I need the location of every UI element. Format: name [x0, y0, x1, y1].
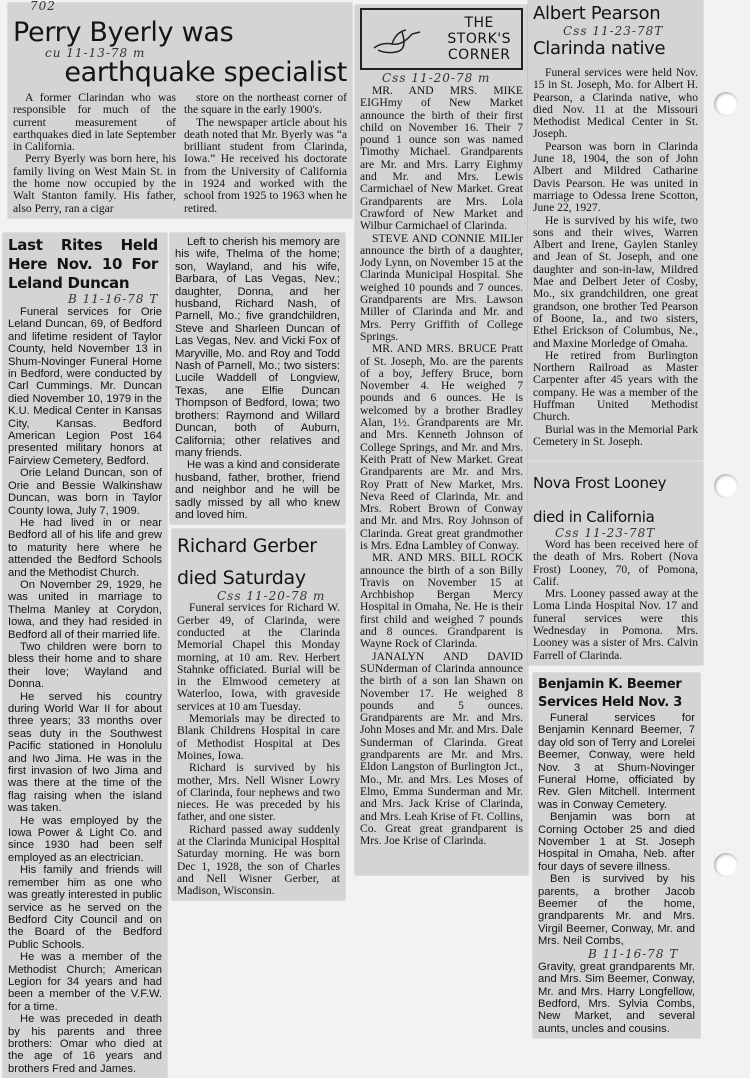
paragraph: He had lived in or near Bedford all of his life and grew to maturity here where he attended the Bedford Schools and the Methodist Church. — [8, 516, 162, 579]
paragraph: MR. AND MRS. BILL ROCK announce the birth of a son Billy Travis on November 15 at Archbishop Bergan Mercy Hospital in Omaha, Ne. He is their first child and weighed 7 pounds and 8 ounces. Grandparent is Wayne Rock of Clarinda. — [360, 551, 523, 651]
paragraph: He was employed by the Iowa Power & Light Co. and since 1930 had been self employed as an electrician. — [8, 814, 162, 864]
headline: Services Held Nov. 3 — [538, 694, 683, 710]
middle-column — [170, 233, 345, 900]
headline: Benjamin K. Beemer — [538, 676, 682, 692]
stork-icon — [372, 22, 422, 56]
handwritten-date: B 11-16-78 T — [588, 946, 679, 961]
column — [184, 92, 347, 215]
handwritten-date: Css 11-23-78T — [563, 24, 664, 38]
paragraph: The newspaper article about his death noted that Mr. Byerly was “a brilliant student from Clarinda, Iowa.” He received his doctorate from the University of California in 1924 and worked with the school from 1925 to 1963 when he retired. — [184, 115, 347, 215]
storks-corner-header — [360, 8, 523, 70]
clipping-gerber — [172, 529, 345, 900]
headline: earthquake specialist — [64, 57, 347, 88]
clipping-pearson — [528, 0, 703, 460]
paragraph: Ben is survived by his parents, a brother Jacob Beemer of the home, grandparents Mr. and Mrs. Virgil Beemer, Conway, Mr. and Mrs. Neil Combs, — [538, 873, 695, 948]
headline: Last Rites Held Here Nov. 10 For Leland Duncan — [8, 236, 158, 292]
article-body — [533, 539, 698, 662]
paragraph: On November 29, 1929, he was united in marriage to Thelma Manley at Corydon, Iowa, and they had resided in Bedford all of their married life. — [8, 578, 162, 641]
handwritten-date: Css 11-23-78T — [555, 526, 656, 540]
punch-hole — [714, 92, 738, 116]
paragraph: Funeral services for Benjamin Kennard Beemer, 7 day old son of Terry and Lorelei Beemer, Conway, were held Nov. 3 at Shum-Novinger Funeral Home, officiated by Rev. Glen Mitchell. Interment was in Conway Cemetery. — [538, 711, 695, 811]
paragraph: Gravity, great grandparents Mr. and Mrs. Sim Beemer, Conway, Mr. and Mrs. Harry Longfellow, Bedford, Mrs. Sylvia Combs, New Market, and several aunts, uncles and cousins. — [538, 960, 695, 1035]
paragraph: His family and friends will remember him as one who was greatly interested in public service as he served on the Bedford City Council and on the Board of the Bedford Public Schools. — [8, 864, 162, 951]
page-number-note: 702 — [30, 0, 56, 13]
headline: died in California — [533, 508, 655, 526]
article-body — [177, 602, 340, 897]
paragraph: Richard is survived by his mother, Mrs. Nell Wisner Lowry of Clarinda, four nephews and two nieces. He was preceded by his father, and one sister. — [177, 761, 340, 824]
paragraph: Funeral services were held Nov. 15 in St. Joseph, Mo. for Albert H. Pearson, a Clarinda native, who died Nov. 11 at the Missouri Methodist Medical Center in St. Joseph. — [533, 66, 698, 141]
paragraph: MR. AND MRS. BRUCE Pratt of St. Joseph, Mo. are the parents of a boy, Jeffery Bruce, born November 4. He weighed 7 pounds and 6 ounces. He is welcomed by a brother Bradley Alan, 1½. Grandparents are Mr. and Mrs. Kenneth Johnson of College Springs, and Mr. and Mrs. Keith Pratt of New Market. Great Grandparents are Mr. and Mrs. Roy Pratt of New Market, Mrs. Neva Reed of Clarinda, Mr. and Mrs. Robert Brown of Conway and Mr. and Mrs. Roy Johnson of Clarinda. Great great grandmother is Mrs. Edna Lambley of Conway. — [360, 342, 523, 552]
paragraph: store on the northeast corner of the square in the early 1900's. — [184, 91, 347, 117]
headline: Albert Pearson — [533, 3, 661, 24]
paragraph: He retired from Burlington Northern Railroad as Master Carpenter after 45 years with the company. He was a member of the Huffman United Methodist Church. — [533, 348, 698, 424]
storks-corner-title — [447, 15, 511, 63]
paragraph: STEVE AND CONNIE MILler announce the birth of a daughter, Jody Lynn, on November 15 at the Clarinda Municipal Hospital. She weighed 10 pounds and 7 ounces. Grandparents are Mrs. Lawson Miller of Clarinda and Mr. and Mrs. Perry Griffith of College Springs. — [360, 231, 523, 343]
paragraph: Left to cherish his memory are his wife, Thelma of the home; son, Wayland, and his wife, Barbara, of Las Vegas, Nev.; daughter, Donna, and her husband, Richard Nash, of Parnell, Mo.; five grandchildren, Steve and Sharleen Duncan of Las Vegas, Nev. and Vicki Fox of Maryville, Mo. and Roy and Todd Nash of Parnell, Mo.; two sisters: Lucile Waddell of Longview, Texas, ane Elfie Duncan Thompson of Bedford, Iowa; two brothers: Raymond and Willard Duncan, both of Auburn, California; other relatives and many friends. — [175, 236, 340, 459]
punch-hole — [714, 853, 738, 877]
paragraph: Funeral services for Orie Leland Duncan, 69, of Bedford and lifetime resident of Taylor County, held November 13 in Shum-Novinger Funeral Home in Bedford, were conducted by Carl Cummings. Mr. Duncan died November 10, 1979 in the K.U. Medical Center in Kansas City, Kansas. Bedford American Legion Post 164 presented military honors at Fairview Cemetery, Bedford. — [8, 306, 162, 467]
handwritten-date: Css 11-20-78 m — [382, 71, 491, 85]
clipping-looney — [528, 462, 703, 665]
clipping-beemer — [533, 673, 700, 1038]
paragraph: Word has been received here of the death of Mrs. Robert (Nova Frost) Looney, 70, of Pomona, Calif. — [533, 538, 698, 588]
clipping-storks-corner — [355, 5, 528, 875]
paragraph: He was a member of the Methodist Church; American Legion for 34 years and had been a member of the V.F.W. for a time. — [8, 951, 162, 1013]
column — [8, 306, 162, 1075]
article-body — [533, 67, 698, 448]
clipping-duncan-col2 — [170, 233, 345, 524]
article-body — [360, 85, 523, 847]
paragraph: Memorials may be directed to Blank Childrens Hospital in care of Methodist Hospital at Des Moines, Iowa. — [177, 712, 340, 762]
paragraph: Funeral services for Richard W. Gerber 49, of Clarinda, were conducted at the Clarinda Memorial Chapel this Monday morning, at 10 am. Rev. Herbert Stahnke officiated. Burial will be in the Elmwood cemetery at Waterloo, Iowa, with graveside services at 10 am Tuesday. — [177, 601, 340, 713]
paragraph: He is survived by his wife, two sons and their wives, Warren Albert and Irene, Gaylen Stanley and Jean of St. Joseph, and one daughter and son-in-law, Mildred Mae and Delbert Jeter of Cosby, Mo., six grandchildren, one great grandson, one brother Ted Pearson of Boone, Ia., and two sisters, Ethel Erickson of Columbus, Ne., and Maxine Morledge of Omaha. — [533, 213, 698, 350]
right-column — [528, 0, 703, 1038]
headline: Nova Frost Looney — [533, 474, 667, 492]
title-line: STORK'S — [447, 31, 511, 47]
handwritten-date: Css 11-20-78 m — [217, 589, 326, 604]
column — [175, 236, 340, 521]
title-line: THE — [464, 15, 494, 31]
clipping-byerly — [8, 3, 352, 218]
paragraph: Benjamin was born at Corning October 25 and died November 1 at St. Joseph Hospital in Omaha, Neb. after four days of severe illness. — [538, 811, 695, 873]
headline: Clarinda native — [533, 38, 666, 59]
paragraph: Perry Byerly was born here, his family living on West Main St. in the home now occupied by the Walt Stanton family. His father, also Perry, ran a cigar — [13, 152, 176, 215]
paragraph: He was preceded in death by his parents and three brothers: Omar who died at the age of 16 years and brothers Fred and James. — [8, 1013, 162, 1075]
paragraph: A former Clarindan who was responsible for much of the current measurement of earthquakes died in late September in California. — [13, 91, 176, 154]
paragraph: Pearson was born in Clarinda June 18, 1904, the son of John Albert and Mildred Catharine Davis Pearson. He was united in marriage to Odessa Irene Scotton, June 22, 1927. — [533, 139, 698, 215]
handwritten-date: cu 11-13-78 m — [45, 46, 146, 60]
title-line: CORNER — [447, 47, 511, 63]
handwritten-date: B 11-16-78 T — [68, 292, 159, 306]
punch-hole — [714, 474, 738, 498]
headline: Perry Byerly was — [13, 17, 234, 48]
headline: died Saturday — [177, 567, 306, 590]
paragraph: Burial was in the Memorial Park Cemetery in St. Joseph. — [533, 422, 698, 448]
paragraph: He was a kind and considerate husband, father, brother, friend and neighbor and he will be sadly missed by all who knew and loved him. — [175, 459, 340, 521]
paragraph: He served his country during World War II for about three years; 33 months over seas duty in the Southwest Pacific stationed in Honolulu and Iwo Jima. He was in the first invasion of Iwo Jima and was there at the time of the flag raising when the island was taken. — [8, 690, 162, 815]
column — [13, 92, 176, 215]
paragraph: Richard passed away suddenly at the Clarinda Municipal Hospital Saturday morning. He was born Dec 1, 1928, the son of Charles and Nell Wisner Gerber, at Madison, Wisconsin. — [177, 822, 340, 898]
paragraph: Mrs. Looney passed away at the Loma Linda Hospital Nov. 17 and funeral services were this Wednesday in Pomona. Mrs. Looney was a sister of Mrs. Calvin Farrell of Clarinda. — [533, 587, 698, 662]
clipping-duncan-col1 — [3, 233, 167, 1078]
paragraph: Orie Leland Duncan, son of Orie and Bessie Walkinshaw Duncan, was born in Taylor County Iowa, July 7, 1909. — [8, 467, 162, 517]
paragraph: Two children were born to bless their home and to share their love; Wayland and Donna. — [8, 640, 162, 691]
paragraph: MR. AND MRS. MIKE EIGHmy of New Market announce the birth of their first child on November 16. Their 7 pound 1 ounce son was named Timothy Michael. Grandparents are Mr. and Mrs. Larry Eighmy and Mr. and Mrs. Lewis Carmichael of New Market. Great Grandparents are Mrs. Lola Crawford of New Market and Wilbur Carmichael of Clarinda. — [360, 84, 523, 233]
article-body — [538, 712, 695, 948]
paragraph: JANALYN AND DAVID SUNderman of Clarinda announce the birth of a son Ian Shawn on November 17. He weighed 8 pounds and 5 ounces. Grandparents are Mr. and Mrs. John Moses and Mr. and Mrs. Dale Sunderman of Clarinda. Great grandparents are Mr. and Mrs. Eldon Langston of Burlington Jct., Mo., Mr. and Mrs. Les Moses of Elmo, Emma Sunderman and Mr. and Mrs. Jack Krise of Clarinda, and Mrs. Leah Krise of Ft. Collins, Co. Great great grandparent is Mrs. Joe Krise of Clarinda. — [360, 649, 523, 848]
headline: Richard Gerber — [177, 535, 317, 558]
